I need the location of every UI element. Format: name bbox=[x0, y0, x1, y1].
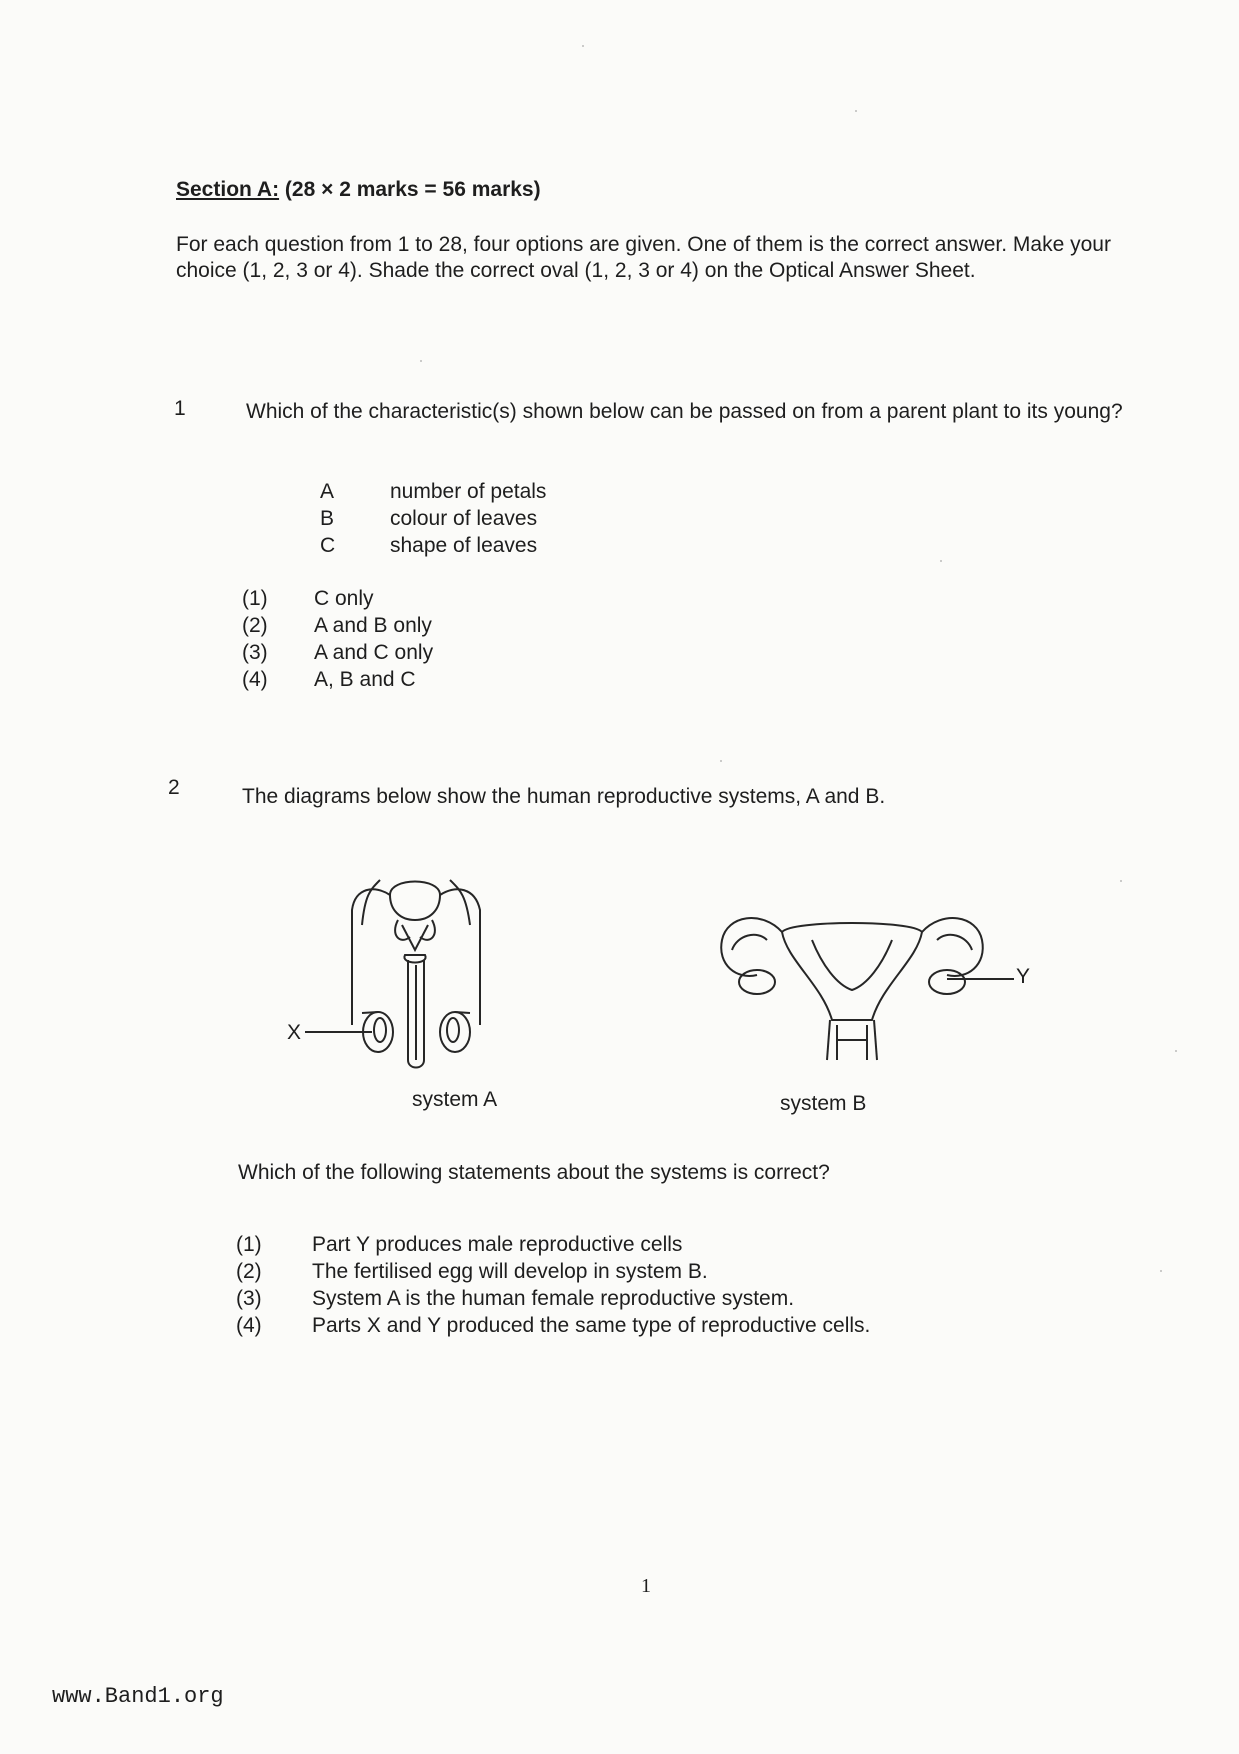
question-2-options bbox=[236, 1233, 1036, 1343]
label-x: X bbox=[287, 1021, 302, 1044]
scan-speck bbox=[1160, 1270, 1162, 1272]
characteristic-letter: A bbox=[320, 480, 335, 503]
system-a-diagram bbox=[280, 865, 540, 1075]
scan-speck bbox=[1175, 1050, 1177, 1052]
scan-speck bbox=[582, 45, 584, 47]
scan-speck bbox=[720, 760, 722, 762]
question-2-followup: Which of the following statements about the systems is correct? bbox=[238, 1161, 830, 1184]
option-text: System A is the human female reproductive system. bbox=[312, 1287, 795, 1310]
section-heading bbox=[176, 178, 541, 202]
option-text: Part Y produces male reproductive cells bbox=[312, 1233, 683, 1256]
section-marks: (28 × 2 marks = 56 marks) bbox=[284, 178, 541, 201]
label-y: Y bbox=[1016, 965, 1031, 988]
option-text: A, B and C bbox=[314, 668, 416, 691]
section-label: Section A: bbox=[176, 178, 280, 201]
scan-speck bbox=[855, 110, 857, 112]
characteristic-letter: C bbox=[320, 534, 336, 557]
system-b-caption: system B bbox=[780, 1092, 867, 1115]
option-text: The fertilised egg will develop in system B. bbox=[312, 1260, 708, 1283]
characteristic-letter: B bbox=[320, 507, 335, 530]
option-text: Parts X and Y produced the same type of reproductive cells. bbox=[312, 1314, 871, 1337]
system-a-caption: system A bbox=[412, 1088, 498, 1111]
question-1-characteristics bbox=[320, 480, 720, 570]
question-1-text: Which of the characteristic(s) shown below can be passed on from a parent plant to its young? bbox=[246, 400, 1123, 423]
option-number: (1) bbox=[236, 1233, 262, 1256]
option-number: (4) bbox=[236, 1314, 262, 1337]
instructions: For each question from 1 to 28, four options are given. One of them is the correct answer. Make your choice (1, 2, 3 or 4). Shade the correct oval (1, 2, 3 or 4) on the Optical Answer Sheet. bbox=[176, 233, 1111, 282]
question-1-number: 1 bbox=[174, 397, 186, 420]
scan-speck bbox=[1120, 880, 1122, 882]
option-number: (2) bbox=[236, 1260, 262, 1283]
page-number: 1 bbox=[641, 1575, 651, 1597]
option-number: (3) bbox=[236, 1287, 262, 1310]
scan-speck bbox=[420, 360, 422, 362]
question-2-text: The diagrams below show the human reproductive systems, A and B. bbox=[242, 785, 886, 808]
option-text: C only bbox=[314, 587, 374, 610]
option-text: A and B only bbox=[314, 614, 432, 637]
scan-speck bbox=[940, 560, 942, 562]
option-text: A and C only bbox=[314, 641, 434, 664]
option-number: (2) bbox=[242, 614, 268, 637]
footer-url: www.Band1.org bbox=[52, 1684, 224, 1709]
question-1-options bbox=[242, 587, 642, 697]
characteristic-text: shape of leaves bbox=[390, 534, 538, 557]
characteristic-text: number of petals bbox=[390, 480, 547, 503]
option-number: (4) bbox=[242, 668, 268, 691]
option-number: (1) bbox=[242, 587, 268, 610]
question-2-number: 2 bbox=[168, 776, 180, 799]
system-b-diagram bbox=[712, 890, 1032, 1070]
characteristic-text: colour of leaves bbox=[390, 507, 538, 530]
option-number: (3) bbox=[242, 641, 268, 664]
